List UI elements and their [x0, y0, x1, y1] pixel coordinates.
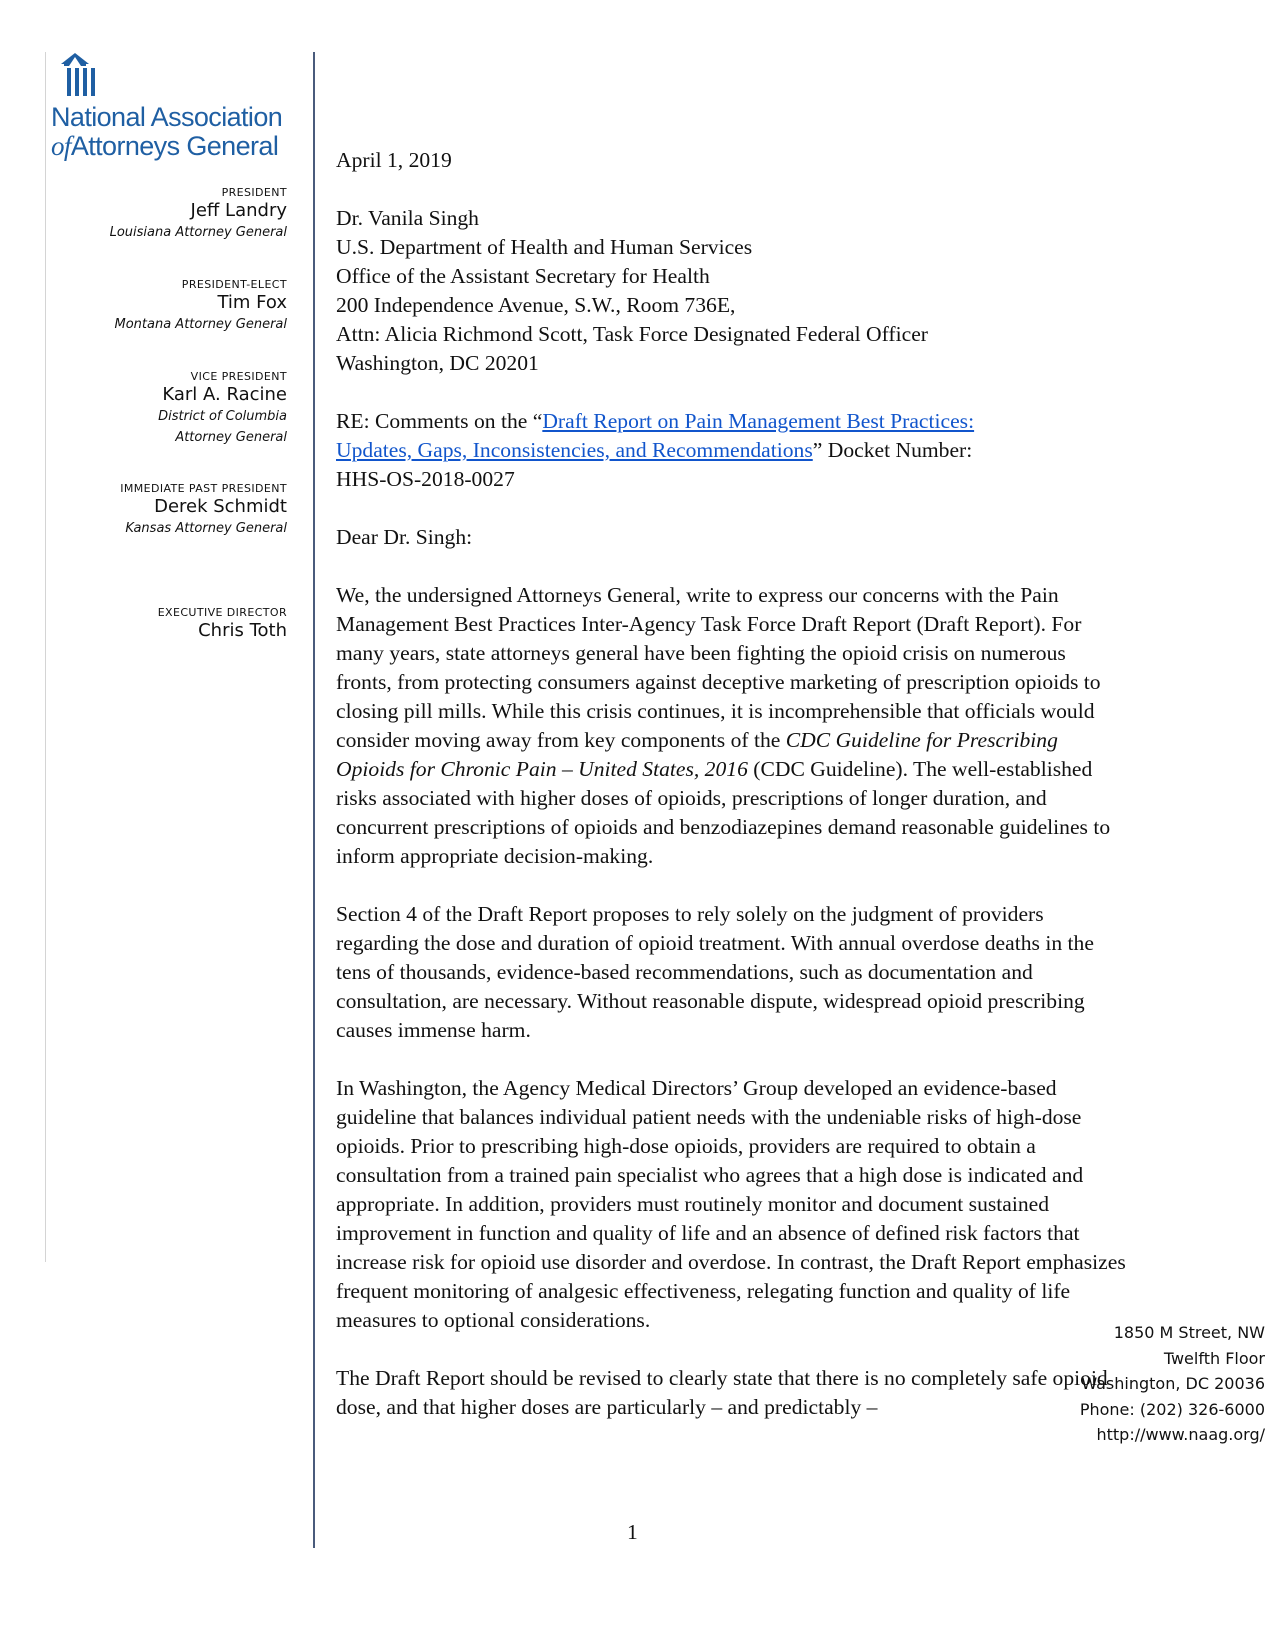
officer-title: Kansas Attorney General — [125, 521, 287, 536]
recipient-attn: Attn: Alicia Richmond Scott, Task Force Designated Federal Officer — [336, 322, 928, 346]
docket-number: HHS-OS-2018-0027 — [336, 467, 515, 491]
address-website: http://www.naag.org/ — [1096, 1425, 1265, 1444]
officer-name: Tim Fox — [217, 292, 287, 313]
address-line-3: Washington, DC 20036 — [1081, 1374, 1265, 1393]
officer-president — [110, 186, 287, 243]
officer-role: VICE PRESIDENT — [190, 370, 287, 383]
salutation: Dear Dr. Singh: — [336, 525, 473, 549]
recipient-department: U.S. Department of Health and Human Services — [336, 235, 753, 259]
officer-name: Derek Schmidt — [154, 496, 287, 517]
cdc-guideline-title: CDC Guideline for Prescribing Opioids for Chronic Pain – United States, 2016 — [336, 728, 1058, 781]
officer-role: PRESIDENT-ELECT — [181, 278, 287, 291]
draft-report-link-line-2[interactable]: Updates, Gaps, Inconsistencies, and Recommendations — [336, 438, 813, 462]
officer-title: Louisiana Attorney General — [109, 225, 287, 240]
recipient-office: Office of the Assistant Secretary for Health — [336, 264, 710, 288]
officer-president-elect — [115, 278, 288, 335]
officer-title-line-2: Attorney General — [175, 430, 287, 445]
subject-prefix: RE: Comments on the “ — [336, 409, 543, 433]
officer-executive-director — [158, 606, 287, 642]
officer-role: IMMEDIATE PAST PRESIDENT — [120, 482, 287, 495]
officer-name: Jeff Landry — [190, 200, 287, 221]
officer-immediate-past-president — [120, 482, 287, 539]
scales-of-justice-logo-icon — [59, 52, 103, 98]
recipient-street: 200 Independence Avenue, S.W., Room 736E, — [336, 293, 736, 317]
letterhead-divider — [313, 52, 315, 1548]
officer-vice-president — [158, 370, 287, 448]
officer-role: EXECUTIVE DIRECTOR — [157, 606, 287, 619]
paragraph-1-text-b: (CDC Guideline). The well-established risks associated with higher doses of opioids, prescriptions of longer duration, and concurrent prescriptions of opioids and benzodiazepines demand reasonable guidelines to inform appropriate decision-making. — [336, 757, 1111, 868]
officer-title: District of Columbia — [158, 409, 287, 424]
officer-role: PRESIDENT — [221, 186, 287, 199]
officer-title: Montana Attorney General — [114, 317, 287, 332]
paragraph-4: The Draft Report should be revised to clearly state that there is no completely safe opioid dose, and that higher doses are particularly – and predictably – — [336, 1366, 1108, 1419]
logo-line-2 — [51, 132, 296, 161]
logo-line-1: National Association — [51, 102, 283, 132]
naag-logo — [51, 52, 296, 161]
officer-name: Karl A. Racine — [162, 384, 287, 405]
recipient-city: Washington, DC 20201 — [336, 351, 539, 375]
letter-body — [336, 146, 1126, 1422]
address-line-2: Twelfth Floor — [1163, 1348, 1265, 1368]
address-phone: Phone: (202) 326-6000 — [1079, 1399, 1265, 1419]
draft-report-link-line-1[interactable]: Draft Report on Pain Management Best Practices: — [542, 409, 975, 433]
letter-date: April 1, 2019 — [336, 148, 452, 172]
logo-line-2-text: Attorneys General — [70, 131, 279, 161]
page-number: 1 — [627, 1520, 638, 1544]
logo-of: of — [51, 131, 71, 161]
paragraph-1-text-a: We, the undersigned Attorneys General, write to express our concerns with the Pain Management Best Practices Inter-Agency Task Force Draft Report (Draft Report). For many years, state attorneys general have been fighting the opioid crisis on numerous fronts, from protecting consumers against deceptive marketing of prescription opioids to closing pill mills. While this crisis continues, it is incomprehensible that officials would consider moving away from key components of the — [336, 583, 1101, 752]
subject-suffix: ” Docket Number: — [812, 438, 973, 462]
subject-line — [336, 407, 1126, 494]
address-line-1: 1850 M Street, NW — [1113, 1323, 1265, 1342]
paragraph-2: Section 4 of the Draft Report proposes to rely solely on the judgment of providers regarding the dose and duration of opioid treatment. With annual overdose deaths in the tens of thousands, evidence-based recommendations, such as documentation and consultation, are necessary. Without reasonable dispute, widespread opioid prescribing causes immense harm. — [336, 902, 1094, 1042]
paragraph-1 — [336, 581, 1126, 871]
letterhead-sidebar — [45, 52, 292, 1262]
officer-name: Chris Toth — [198, 620, 287, 641]
recipient-name: Dr. Vanila Singh — [336, 206, 479, 230]
paragraph-3: In Washington, the Agency Medical Directors’ Group developed an evidence-based guideline that balances individual patient needs with the undeniable risks of high-dose opioids. Prior to prescribing high-dose opioids, providers are required to obtain a consultation from a trained pain specialist who agrees that a high dose is indicated and appropriate. In addition, providers must routinely monitor and document sustained improvement in function and quality of life and an absence of defined risk factors that increase risk for opioid use disorder and overdose. In contrast, the Draft Report emphasizes frequent monitoring of analgesic effectiveness, relegating function and quality of life measures to optional considerations. — [336, 1076, 1126, 1332]
